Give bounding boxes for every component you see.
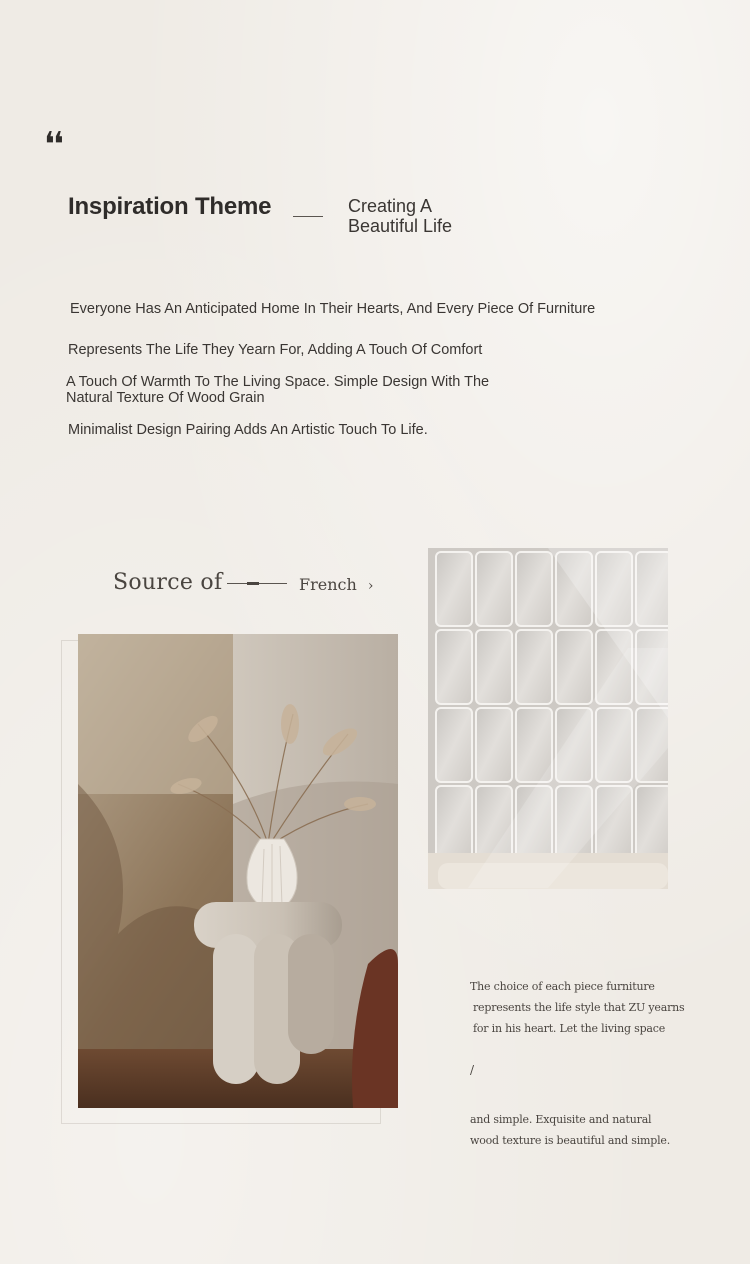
description-block-1 xyxy=(470,976,690,1039)
intro-line-1: Everyone Has An Anticipated Home In Their Hearts, And Every Piece Of Furniture xyxy=(70,301,596,317)
description-line-2: represents the life style that ZU yearns xyxy=(473,1001,685,1014)
page-subtitle xyxy=(348,196,508,236)
description-separator: / xyxy=(470,1063,475,1077)
source-divider-mark xyxy=(247,582,259,585)
description-block-2 xyxy=(470,1109,690,1151)
intro-line-3b: Natural Texture Of Wood Grain xyxy=(66,390,265,406)
glass-block xyxy=(556,630,592,704)
description-line-1: The choice of each piece furniture xyxy=(470,980,655,993)
stool-vase-illustration xyxy=(78,634,398,1108)
quote-mark-icon: ❛❛ xyxy=(44,125,62,165)
glass-block xyxy=(516,630,552,704)
glass-block xyxy=(476,552,512,626)
intro-line-2: Represents The Life They Yearn For, Adding A Touch Of Comfort xyxy=(68,342,483,358)
glass-block-illustration xyxy=(428,548,668,889)
glass-block xyxy=(436,786,472,860)
subtitle-line-1: Creating A xyxy=(348,196,433,216)
source-style-link[interactable] xyxy=(299,575,374,594)
description-line-4: and simple. Exquisite and natural xyxy=(470,1113,652,1126)
subtitle-line-2: Beautiful Life xyxy=(348,216,453,236)
page-title: Inspiration Theme xyxy=(68,193,272,220)
description-line-5: wood texture is beautiful and simple. xyxy=(470,1134,671,1147)
glass-block xyxy=(516,552,552,626)
intro-line-3a: A Touch Of Warmth To The Living Space. Simple Design With The xyxy=(66,374,490,390)
description-line-3: for in his heart. Let the living space xyxy=(473,1022,666,1035)
source-label: Source of xyxy=(113,570,223,595)
interior-photo xyxy=(78,634,398,1108)
glass-block xyxy=(436,708,472,782)
glass-block-photo xyxy=(428,548,668,889)
glass-block xyxy=(436,630,472,704)
glass-block xyxy=(636,786,668,860)
intro-line-4: Minimalist Design Pairing Adds An Artistic Touch To Life. xyxy=(68,422,428,438)
glass-block xyxy=(436,552,472,626)
chevron-right-icon: › xyxy=(367,578,374,594)
title-divider xyxy=(293,216,323,217)
intro-line-3 xyxy=(66,374,536,406)
source-style-label: French xyxy=(299,575,357,594)
glass-block xyxy=(476,708,512,782)
glass-block xyxy=(476,630,512,704)
